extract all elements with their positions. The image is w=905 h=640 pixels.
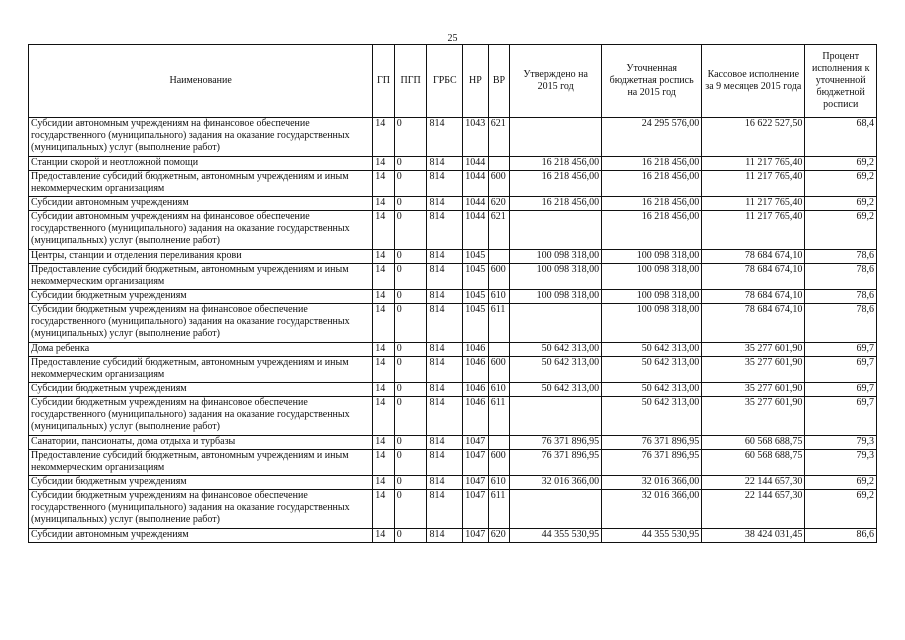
cell-percent: 69,2 bbox=[805, 197, 877, 211]
cell-pgp: 0 bbox=[394, 157, 427, 171]
cell-percent: 69,2 bbox=[805, 476, 877, 490]
cell-percent: 69,2 bbox=[805, 490, 877, 529]
page-number: 25 bbox=[447, 33, 458, 44]
header-cash: Кассовое исполнение за 9 месяцев 2015 года bbox=[702, 45, 805, 118]
header-pgp: ПГП bbox=[394, 45, 427, 118]
cell-pgp: 0 bbox=[394, 197, 427, 211]
header-percent: Процент исполнения к уточненной бюджетной росписи bbox=[805, 45, 877, 118]
cell-approved: 100 098 318,00 bbox=[510, 250, 602, 264]
cell-percent: 69,7 bbox=[805, 383, 877, 397]
cell-gp: 14 bbox=[373, 397, 394, 436]
cell-gp: 14 bbox=[373, 476, 394, 490]
cell-nr: 1047 bbox=[463, 529, 489, 543]
cell-nr: 1045 bbox=[463, 250, 489, 264]
cell-grbs: 814 bbox=[427, 529, 463, 543]
cell-cash: 78 684 674,10 bbox=[702, 304, 805, 343]
cell-refined: 50 642 313,00 bbox=[602, 357, 702, 383]
cell-name: Предоставление субсидий бюджетным, автономным учреждениям и иным некоммерческим организациям bbox=[29, 264, 373, 290]
table-row bbox=[29, 290, 877, 304]
cell-approved bbox=[510, 490, 602, 529]
cell-gp: 14 bbox=[373, 211, 394, 250]
cell-vr: 611 bbox=[488, 490, 509, 529]
cell-grbs: 814 bbox=[427, 450, 463, 476]
cell-pgp: 0 bbox=[394, 250, 427, 264]
budget-table bbox=[28, 44, 877, 543]
cell-grbs: 814 bbox=[427, 304, 463, 343]
cell-gp: 14 bbox=[373, 118, 394, 157]
cell-percent: 78,6 bbox=[805, 304, 877, 343]
cell-percent: 78,6 bbox=[805, 290, 877, 304]
cell-approved: 50 642 313,00 bbox=[510, 357, 602, 383]
cell-grbs: 814 bbox=[427, 118, 463, 157]
cell-cash: 78 684 674,10 bbox=[702, 290, 805, 304]
cell-percent: 68,4 bbox=[805, 118, 877, 157]
cell-gp: 14 bbox=[373, 357, 394, 383]
cell-cash: 22 144 657,30 bbox=[702, 476, 805, 490]
cell-vr: 611 bbox=[488, 397, 509, 436]
cell-vr bbox=[488, 250, 509, 264]
cell-vr: 621 bbox=[488, 211, 509, 250]
cell-percent: 69,7 bbox=[805, 343, 877, 357]
cell-approved: 32 016 366,00 bbox=[510, 476, 602, 490]
cell-name: Субсидии бюджетным учреждениям bbox=[29, 383, 373, 397]
cell-nr: 1047 bbox=[463, 476, 489, 490]
cell-approved bbox=[510, 304, 602, 343]
cell-nr: 1047 bbox=[463, 490, 489, 529]
cell-nr: 1046 bbox=[463, 357, 489, 383]
table-row bbox=[29, 171, 877, 197]
cell-refined: 76 371 896,95 bbox=[602, 436, 702, 450]
cell-percent: 79,3 bbox=[805, 450, 877, 476]
table-row bbox=[29, 357, 877, 383]
cell-gp: 14 bbox=[373, 343, 394, 357]
cell-grbs: 814 bbox=[427, 476, 463, 490]
cell-pgp: 0 bbox=[394, 436, 427, 450]
cell-refined: 44 355 530,95 bbox=[602, 529, 702, 543]
header-approved: Утверждено на 2015 год bbox=[510, 45, 602, 118]
cell-nr: 1044 bbox=[463, 197, 489, 211]
cell-approved bbox=[510, 397, 602, 436]
cell-pgp: 0 bbox=[394, 264, 427, 290]
cell-name: Субсидии бюджетным учреждениям на финансовое обеспечение государственного (муниципального) задания на оказание государственных (муниципальных) услуг (выполнение работ) bbox=[29, 397, 373, 436]
cell-cash: 16 622 527,50 bbox=[702, 118, 805, 157]
cell-name: Субсидии бюджетным учреждениям на финансовое обеспечение государственного (муниципального) задания на оказание государственных (муниципальных) услуг (выполнение работ) bbox=[29, 304, 373, 343]
cell-pgp: 0 bbox=[394, 476, 427, 490]
cell-refined: 100 098 318,00 bbox=[602, 250, 702, 264]
cell-vr: 610 bbox=[488, 290, 509, 304]
cell-name: Субсидии автономным учреждениям на финансовое обеспечение государственного (муниципального) задания на оказание государственных (муниципальных) услуг (выполнение работ) bbox=[29, 211, 373, 250]
cell-nr: 1044 bbox=[463, 211, 489, 250]
cell-cash: 35 277 601,90 bbox=[702, 397, 805, 436]
cell-name: Субсидии бюджетным учреждениям bbox=[29, 290, 373, 304]
cell-grbs: 814 bbox=[427, 211, 463, 250]
cell-approved: 44 355 530,95 bbox=[510, 529, 602, 543]
cell-nr: 1046 bbox=[463, 383, 489, 397]
cell-grbs: 814 bbox=[427, 357, 463, 383]
header-vr: ВР bbox=[488, 45, 509, 118]
cell-grbs: 814 bbox=[427, 290, 463, 304]
cell-nr: 1047 bbox=[463, 450, 489, 476]
cell-gp: 14 bbox=[373, 450, 394, 476]
table-row bbox=[29, 250, 877, 264]
cell-gp: 14 bbox=[373, 436, 394, 450]
cell-pgp: 0 bbox=[394, 290, 427, 304]
cell-name: Субсидии автономным учреждениям bbox=[29, 197, 373, 211]
cell-cash: 38 424 031,45 bbox=[702, 529, 805, 543]
cell-refined: 50 642 313,00 bbox=[602, 343, 702, 357]
header-name: Наименование bbox=[29, 45, 373, 118]
cell-percent: 69,2 bbox=[805, 211, 877, 250]
cell-refined: 32 016 366,00 bbox=[602, 490, 702, 529]
table-row bbox=[29, 490, 877, 529]
cell-approved: 76 371 896,95 bbox=[510, 450, 602, 476]
cell-grbs: 814 bbox=[427, 397, 463, 436]
cell-refined: 24 295 576,00 bbox=[602, 118, 702, 157]
cell-grbs: 814 bbox=[427, 171, 463, 197]
cell-pgp: 0 bbox=[394, 343, 427, 357]
cell-refined: 16 218 456,00 bbox=[602, 197, 702, 211]
cell-pgp: 0 bbox=[394, 171, 427, 197]
cell-name: Субсидии автономным учреждениям bbox=[29, 529, 373, 543]
table-row bbox=[29, 157, 877, 171]
cell-cash: 60 568 688,75 bbox=[702, 436, 805, 450]
cell-percent: 78,6 bbox=[805, 250, 877, 264]
cell-pgp: 0 bbox=[394, 357, 427, 383]
cell-grbs: 814 bbox=[427, 490, 463, 529]
cell-gp: 14 bbox=[373, 383, 394, 397]
cell-vr: 600 bbox=[488, 450, 509, 476]
table-row bbox=[29, 476, 877, 490]
cell-nr: 1047 bbox=[463, 436, 489, 450]
cell-grbs: 814 bbox=[427, 436, 463, 450]
cell-vr: 611 bbox=[488, 304, 509, 343]
cell-name: Предоставление субсидий бюджетным, автономным учреждениям и иным некоммерческим организациям bbox=[29, 450, 373, 476]
cell-name: Станции скорой и неотложной помощи bbox=[29, 157, 373, 171]
cell-refined: 100 098 318,00 bbox=[602, 290, 702, 304]
cell-nr: 1044 bbox=[463, 171, 489, 197]
cell-gp: 14 bbox=[373, 290, 394, 304]
cell-nr: 1043 bbox=[463, 118, 489, 157]
cell-vr: 600 bbox=[488, 357, 509, 383]
table-row bbox=[29, 450, 877, 476]
cell-vr: 620 bbox=[488, 529, 509, 543]
cell-name: Субсидии автономным учреждениям на финансовое обеспечение государственного (муниципального) задания на оказание государственных (муниципальных) услуг (выполнение работ) bbox=[29, 118, 373, 157]
cell-percent: 69,2 bbox=[805, 171, 877, 197]
header-nr: НР bbox=[463, 45, 489, 118]
table-row bbox=[29, 397, 877, 436]
cell-cash: 35 277 601,90 bbox=[702, 357, 805, 383]
cell-nr: 1045 bbox=[463, 264, 489, 290]
cell-name: Предоставление субсидий бюджетным, автономным учреждениям и иным некоммерческим организациям bbox=[29, 357, 373, 383]
cell-vr: 600 bbox=[488, 171, 509, 197]
cell-approved: 16 218 456,00 bbox=[510, 197, 602, 211]
table-row bbox=[29, 118, 877, 157]
cell-approved: 76 371 896,95 bbox=[510, 436, 602, 450]
cell-approved: 16 218 456,00 bbox=[510, 157, 602, 171]
table-row bbox=[29, 304, 877, 343]
cell-name: Санатории, пансионаты, дома отдыха и турбазы bbox=[29, 436, 373, 450]
cell-pgp: 0 bbox=[394, 118, 427, 157]
cell-grbs: 814 bbox=[427, 264, 463, 290]
cell-cash: 78 684 674,10 bbox=[702, 250, 805, 264]
cell-refined: 32 016 366,00 bbox=[602, 476, 702, 490]
cell-cash: 11 217 765,40 bbox=[702, 211, 805, 250]
cell-refined: 16 218 456,00 bbox=[602, 157, 702, 171]
cell-pgp: 0 bbox=[394, 450, 427, 476]
table-row bbox=[29, 383, 877, 397]
cell-vr bbox=[488, 343, 509, 357]
cell-refined: 50 642 313,00 bbox=[602, 383, 702, 397]
cell-grbs: 814 bbox=[427, 383, 463, 397]
cell-cash: 78 684 674,10 bbox=[702, 264, 805, 290]
cell-percent: 86,6 bbox=[805, 529, 877, 543]
cell-name: Дома ребенка bbox=[29, 343, 373, 357]
cell-nr: 1046 bbox=[463, 343, 489, 357]
cell-gp: 14 bbox=[373, 250, 394, 264]
cell-pgp: 0 bbox=[394, 490, 427, 529]
cell-nr: 1045 bbox=[463, 304, 489, 343]
cell-nr: 1044 bbox=[463, 157, 489, 171]
cell-cash: 60 568 688,75 bbox=[702, 450, 805, 476]
cell-pgp: 0 bbox=[394, 397, 427, 436]
cell-vr bbox=[488, 157, 509, 171]
cell-vr: 610 bbox=[488, 383, 509, 397]
cell-nr: 1045 bbox=[463, 290, 489, 304]
cell-refined: 76 371 896,95 bbox=[602, 450, 702, 476]
cell-percent: 69,7 bbox=[805, 357, 877, 383]
cell-approved: 100 098 318,00 bbox=[510, 290, 602, 304]
cell-pgp: 0 bbox=[394, 211, 427, 250]
cell-vr: 600 bbox=[488, 264, 509, 290]
cell-approved bbox=[510, 211, 602, 250]
cell-cash: 35 277 601,90 bbox=[702, 343, 805, 357]
header-grbs: ГРБС bbox=[427, 45, 463, 118]
table-row bbox=[29, 264, 877, 290]
table-row bbox=[29, 529, 877, 543]
cell-refined: 100 098 318,00 bbox=[602, 304, 702, 343]
cell-vr: 621 bbox=[488, 118, 509, 157]
cell-approved bbox=[510, 118, 602, 157]
cell-pgp: 0 bbox=[394, 304, 427, 343]
cell-name: Субсидии бюджетным учреждениям на финансовое обеспечение государственного (муниципального) задания на оказание государственных (муниципальных) услуг (выполнение работ) bbox=[29, 490, 373, 529]
cell-gp: 14 bbox=[373, 304, 394, 343]
cell-vr: 610 bbox=[488, 476, 509, 490]
cell-pgp: 0 bbox=[394, 383, 427, 397]
table-header-row bbox=[29, 45, 877, 118]
cell-gp: 14 bbox=[373, 264, 394, 290]
cell-refined: 100 098 318,00 bbox=[602, 264, 702, 290]
header-gp: ГП bbox=[373, 45, 394, 118]
cell-cash: 35 277 601,90 bbox=[702, 383, 805, 397]
cell-approved: 16 218 456,00 bbox=[510, 171, 602, 197]
cell-percent: 79,3 bbox=[805, 436, 877, 450]
cell-pgp: 0 bbox=[394, 529, 427, 543]
cell-grbs: 814 bbox=[427, 197, 463, 211]
table-row bbox=[29, 343, 877, 357]
cell-name: Предоставление субсидий бюджетным, автономным учреждениям и иным некоммерческим организациям bbox=[29, 171, 373, 197]
cell-grbs: 814 bbox=[427, 157, 463, 171]
table-row bbox=[29, 436, 877, 450]
cell-percent: 69,2 bbox=[805, 157, 877, 171]
header-refined: Уточненная бюджетная роспись на 2015 год bbox=[602, 45, 702, 118]
cell-approved: 50 642 313,00 bbox=[510, 383, 602, 397]
cell-gp: 14 bbox=[373, 157, 394, 171]
table-row bbox=[29, 211, 877, 250]
cell-vr: 620 bbox=[488, 197, 509, 211]
cell-gp: 14 bbox=[373, 529, 394, 543]
cell-gp: 14 bbox=[373, 171, 394, 197]
cell-name: Центры, станции и отделения переливания крови bbox=[29, 250, 373, 264]
cell-approved: 100 098 318,00 bbox=[510, 264, 602, 290]
cell-grbs: 814 bbox=[427, 250, 463, 264]
cell-vr bbox=[488, 436, 509, 450]
cell-cash: 11 217 765,40 bbox=[702, 171, 805, 197]
cell-percent: 69,7 bbox=[805, 397, 877, 436]
cell-approved: 50 642 313,00 bbox=[510, 343, 602, 357]
cell-refined: 16 218 456,00 bbox=[602, 211, 702, 250]
cell-name: Субсидии бюджетным учреждениям bbox=[29, 476, 373, 490]
cell-gp: 14 bbox=[373, 490, 394, 529]
cell-refined: 16 218 456,00 bbox=[602, 171, 702, 197]
cell-refined: 50 642 313,00 bbox=[602, 397, 702, 436]
cell-percent: 78,6 bbox=[805, 264, 877, 290]
cell-grbs: 814 bbox=[427, 343, 463, 357]
cell-nr: 1046 bbox=[463, 397, 489, 436]
table-row bbox=[29, 197, 877, 211]
cell-cash: 11 217 765,40 bbox=[702, 197, 805, 211]
cell-cash: 22 144 657,30 bbox=[702, 490, 805, 529]
cell-cash: 11 217 765,40 bbox=[702, 157, 805, 171]
cell-gp: 14 bbox=[373, 197, 394, 211]
